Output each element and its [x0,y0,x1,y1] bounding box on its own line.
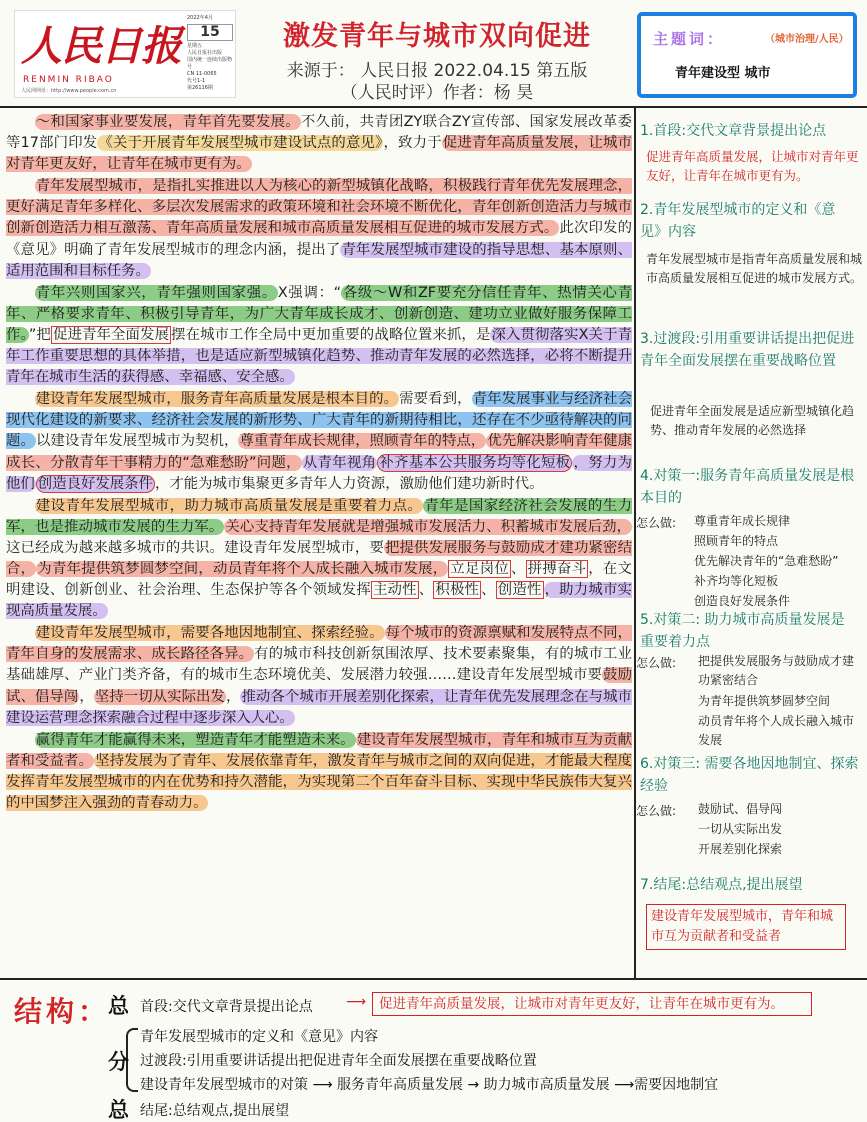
arrow-icon: ⟶ [346,994,367,1010]
logo-meta-line: 代号1-1 [187,78,206,84]
arrow-icon: → [467,1077,480,1093]
paragraph-2 [6,176,632,281]
note-item: 优先解决青年的“急难愁盼” [694,554,839,568]
author-line: （人民时评）作者：杨 昊 [340,83,534,103]
structure-line: 过渡段:引用重要讲话提出把促进青年全面发展摆在重要战略位置 [140,1053,537,1069]
note-text: 青年发展型城市是指青年高质量发展和城市高质量发展相互促进的城市发展方式。 [646,252,863,285]
arrow-icon: ⟶ [614,1077,635,1093]
logo-meta-line: CN 11-0065 [187,71,217,77]
text: ， [225,688,241,705]
note-heading: 2.青年发展型城市的定义和《意见》内容 [640,202,836,240]
paragraph-5: 建设青年发展型城市，助力城市高质量发展是重要着力点。 青年是国家经济社会发展的生力军，也是推动城市发展的生力军。 关心支持青年发展就是增强城市发展活力、积蓄城市发展后劲，这已经成为越来越多城市的共识。建设青年发展型城市，要把提供发展服务与鼓励成才建功紧密结合， 为青年提供筑梦圆梦空间，动员青年将个人成长融入城市发展， 立足岗位 、 拼搏奋斗 ，在文明建设、创新创业、社会治理、生态保护等各个领域发挥 主动性 、 积极性 、 创造性 ，助力城市实现高质量发展。 [6,497,632,620]
logo-meta [187,15,233,92]
logo-date: 2022年4月 [187,15,213,21]
logo-meta-line: 国内统一连续出版物号 [187,57,233,70]
structure-line: 青年发展型城市的定义和《意见》内容 [140,1029,378,1045]
structure-section [0,980,867,1122]
structure-step: 助力城市高质量发展 [483,1077,610,1093]
how-label: 怎么做: [636,656,677,670]
text: ， [79,688,94,705]
highlight: 坚持一切从实际出发 [94,688,225,705]
how-label: 怎么做: [636,516,677,530]
text: 以建设青年发展型城市为契机， [35,433,239,450]
note-item: 创造良好发展条件 [694,594,791,608]
structure-step: 建设青年发展型城市的对策 [140,1077,308,1093]
note-item: 照顾青年的特点 [694,534,779,548]
note-heading: 3.过渡段:引用重要讲话提出把促进青年全面发展摆在重要战略位置 [640,331,855,369]
highlight: ～和国家事业要发展，青年首先要发展。 [35,114,300,130]
header-divider [0,106,867,108]
note-item: 动员青年将个人成长融入城市发展 [698,714,855,747]
text: ”把 [28,326,51,343]
paragraph-4 [6,389,632,494]
note-heading: 7.结尾:总结观点,提出展望 [640,877,803,893]
highlight: 青年发展型城市建设的指导思想、基本原则、适用范围和目标任务。 [6,241,632,279]
highlight: 青年发展事业与经济社会现代化建设的新要求、经济社会发展的新形势、广大青年的新期待相比，还存在不少亟待解决的问题。 [6,391,632,450]
note-heading: 4.对策一:服务青年高质量发展是根本目的 [640,468,855,506]
how-label: 怎么做: [636,804,677,818]
note-item: 为青年提供筑梦圆梦空间 [698,694,831,708]
highlight: 每个城市的资源禀赋和发展特点不同，青年自身的发展需求、成长路径各异。 [6,625,632,663]
logo-english: RENMIN RIBAO [23,75,114,85]
highlight: 关心支持青年发展就是增强城市发展活力、积蓄城市发展后劲， [225,518,631,535]
note-item: 补齐均等化短板 [694,574,779,588]
note-item: 把提供发展服务与鼓励成才建功紧密结合 [698,654,855,687]
text: X强调：“ [277,284,342,301]
highlight: 青年是国家经济社会发展的生力军，也是推动城市发展的生力军。 [6,497,632,535]
arrow-icon: ⟶ [312,1077,333,1093]
side-notes [636,112,865,978]
note-item: 开展差别化探索 [698,842,783,856]
boxed-phrase: 创造性 [497,582,542,599]
logo-meta-line: 人民日报社出版 [187,50,223,56]
boxed-phrase: 补齐基本公共服务均等化短板 [379,454,571,471]
text: 这已经成为越来越多城市的共识。建设青年发展型城市，要 [6,539,384,556]
note-heading: 6.对策三: 需要各地因地制宜、探索经验 [640,756,859,794]
text: ，才能为城市集聚更多青年人力资源，激励他们建功新时代。 [154,475,544,492]
newspaper-logo [14,10,236,98]
keywords-note: （城市治理/人民） [765,34,849,45]
highlight: 建设青年发展型城市，需要各地因地制宜、探索经验。 [35,625,384,642]
keywords-words: 青年建设型 城市 [675,66,771,81]
note-item: 鼓励试、倡导闯 [698,802,783,816]
highlight: 推动各个城市开展差别化探索，让青年优先发展理念在与城市建设运营理念探索融合过程中逐步深入人心。 [6,688,632,726]
note-text: 促进青年全面发展是适应新型城镇化趋势、推动青年发展的必然选择 [650,404,855,437]
structure-line: 结尾:总结观点,提出展望 [140,1103,290,1119]
thesis-box: 促进青年高质量发展，让城市对青年更友好，让青年在城市更有为。 [372,992,812,1016]
highlight: 为青年提供筑梦圆梦空间，动员青年将个人成长融入城市发展， [37,560,448,577]
boxed-phrase: 主动性 [372,582,417,599]
structure-step: 需要因地制宜 [634,1077,719,1093]
logo-meta-line: 第26116期 [187,85,213,91]
boxed-phrase: 立足岗位 [450,560,510,577]
structure-title: 结构： [14,995,111,1028]
highlight: 建设青年发展型城市，青年和城市互为贡献者和受益者。 [6,731,632,769]
logo-weekday: 星期五 [187,43,203,49]
highlight: 《关于开展青年发展型城市建设试点的意见》 [98,135,383,152]
conclusion-box: 建设青年发展型城市，青年和城市互为贡献者和受益者 [646,904,846,950]
boxed-phrase: 创造良好发展条件 [37,475,153,492]
keywords-label: 主题词： [653,30,726,48]
note-heading: 1.首段:交代文章背景提出论点 [640,123,827,139]
text: 不久前，共青团ZY联合ZY宣传部、国家发展改革委等17部门印发 [6,114,632,152]
highlight: ，努力为他们 [6,454,632,492]
highlight: 青年发展型城市，是指扎实推进以人为核心的新型城镇化战略，积极践行青年优先发展理念，更好满足青年多样化、多层次发展需求的政策环境和社会环境不断优化，青年创新创造活力与城市创新创造活力相互激荡、青年高质量发展和城市高质量发展相互促进的城市发展方式。 [6,178,632,237]
boxed-phrase: 拼搏奋斗 [527,560,587,577]
highlight: 尊重青年成长规律，照顾青年的特点， [239,433,486,450]
highlight: 坚持发展为了青年、发展依靠青年，激发青年与城市之间的双向促进，才能最大程度发挥青年发展型城市的内在优势和持久潜能，为实现第二个百年奋斗目标、实现中华民族伟大复兴的中国梦注入强劲的青春动力。 [6,752,632,811]
page-title: 激发青年与城市双向促进 [283,21,591,52]
highlight: 深入贯彻落实X关于青年工作重要思想的具体举措，也是适应新型城镇化趋势、推动青年发展的必然选择，必将不断提升青年在城市生活的获得感、幸福感、安全感。 [6,326,632,386]
source-info [242,60,632,104]
text: 有的城市科技创新氛围浓厚、技术要素聚集，有的城市工业基础雄厚、产业门类齐备，有的城市生态环境优美、发展潜力较强……建设青年发展型城市要 [6,646,632,684]
boxed-phrase: 促进青年全面发展 [52,326,170,343]
text: 此次印发的《意见》明确了青年发展型城市的理念内涵，提出了 [6,220,632,258]
highlight: 各级～W和ZF要充分信任青年、热情关心青年、严格要求青年、积极引导青年，为广大青年成长成才、创新创造、建功立业做好服务保障工作。 [6,284,632,343]
structure-line [140,1074,718,1094]
highlight: 建设青年发展型城市，服务青年高质量发展是根本目的。 [35,391,399,408]
highlight: 促进青年高质量发展，让城市对青年更友好，让青年在城市更有为。 [6,135,632,173]
keywords-box [637,12,857,98]
logo-chinese: 人民日报 [21,22,181,70]
paragraph-3 [6,283,632,388]
highlight: 从青年视角 [302,454,377,471]
highlight: 青年兴则国家兴，青年强则国家强。 [35,284,277,301]
fen-label: 分 [108,1050,129,1074]
text: ，在文明建设、创新创业、社会治理、生态保护等各个领域发挥 [6,560,632,599]
note-item: 一切从实际出发 [698,822,783,836]
structure-step: 服务青年高质量发展 [336,1077,463,1093]
logo-day: 15 [187,24,233,41]
note-heading: 5.对策二: 助力城市高质量发展是重要着力点 [640,612,845,650]
text: 摆在城市工作全局中更加重要的战略位置来抓，是 [171,326,491,343]
article-body [6,112,632,978]
highlight: 赢得青年才能赢得未来，塑造青年才能塑造未来。 [35,731,355,748]
column-divider [634,108,636,978]
source-line: 来源于： 人民日报 2022.04.15 第五版 [286,61,588,81]
paragraph-6 [6,623,632,728]
zong-label: 总 [108,1098,129,1122]
highlight: 把提供发展服务与鼓励成才建功紧密结合， [6,539,632,577]
boxed-phrase: 积极性 [435,582,480,599]
structure-line: 首段:交代文章背景提出论点 [140,999,313,1015]
text: 需要看到， [399,391,472,408]
highlight: 鼓励试、倡导闯 [6,667,632,705]
logo-footer: 人民网网址：http://www.people.com.cn [21,88,117,94]
note-text: 促进青年高质量发展，让城市对青年更友好，让青年在城市更有为。 [646,149,859,183]
text: ，致力于 [383,135,442,152]
zong-label: 总 [108,994,129,1018]
highlight: 建设青年发展型城市，助力城市高质量发展是重要着力点。 [35,497,423,514]
highlight: ，助力城市实现高质量发展。 [6,582,632,620]
note-item: 尊重青年成长规律 [694,514,791,528]
paragraph-1 [6,112,632,175]
highlight: 优先解决影响青年健康成长、分散青年干事精力的“急难愁盼”问题， [6,433,632,471]
paragraph-7 [6,730,632,814]
